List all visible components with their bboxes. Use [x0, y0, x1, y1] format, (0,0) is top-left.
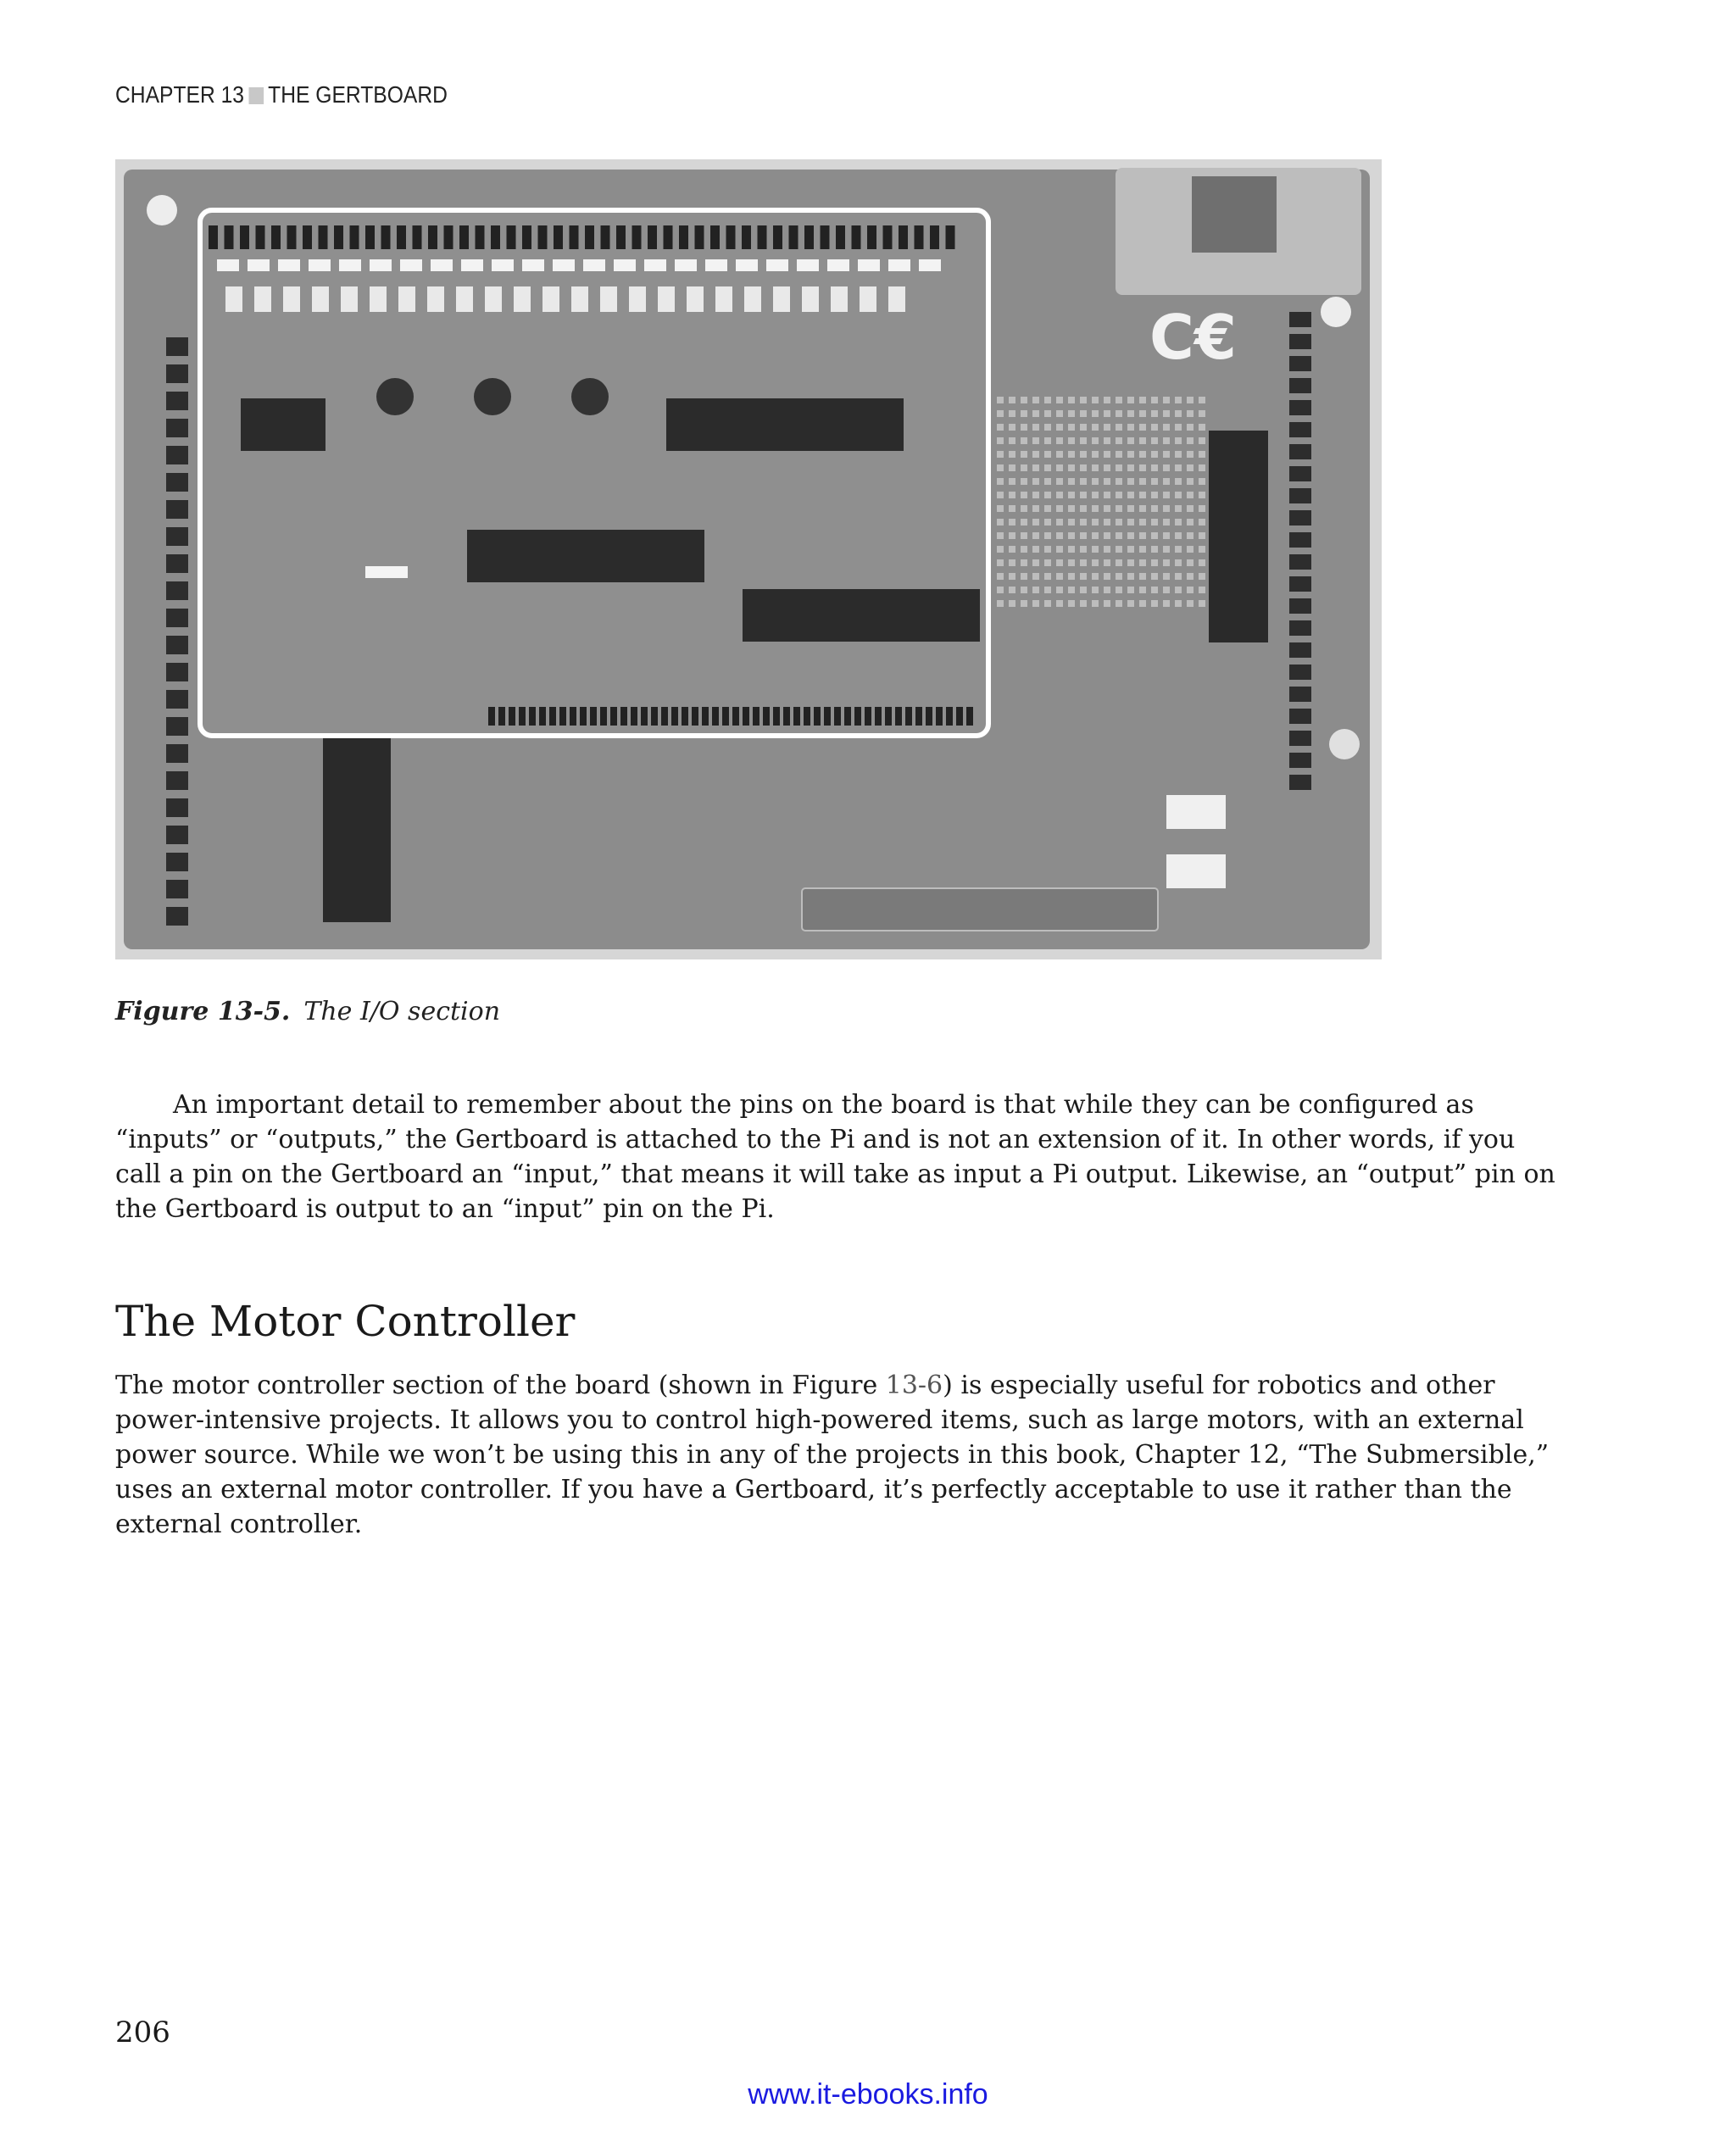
separator-square-icon — [248, 87, 264, 104]
figure-caption — [115, 997, 500, 1026]
chapter-label: CHAPTER 13 — [115, 81, 244, 108]
paragraph-2-text-start: The motor controller section of the board (shown in Figure — [115, 1371, 886, 1400]
gertboard-photo — [115, 159, 1382, 959]
paragraph-2-text-end: ) is especially useful for robotics and other power-intensive projects. It allows you to control high-powered items, such as large motors, with an external power source. While we won’t be using this in any of the projects in this book, Chapter 12, “The Submersible,” uses an external motor controller. If you have a Gertboard, it’s perfectly acceptable to use it rather than the external controller. — [115, 1371, 1550, 1539]
footer-url-link[interactable]: www.it-ebooks.info — [748, 2078, 988, 2110]
chapter-title: THE GERTBOARD — [268, 81, 448, 108]
section-heading: The Motor Controller — [115, 1297, 576, 1346]
page-number: 206 — [115, 2016, 170, 2049]
body-paragraph-2 — [115, 1368, 1556, 1542]
figure-13-6-link[interactable]: 13-6 — [885, 1371, 943, 1400]
figure-number: Figure 13-5. — [115, 997, 291, 1026]
body-paragraph-1: An important detail to remember about the pins on the board is that while they can be configured as “inputs” or “outputs,” the Gertboard is attached to the Pi and is not an extension of it. In other words, if you call a pin on the Gertboard an “input,” that means it will take as input a Pi output. Likewise, an “output” pin on the Gertboard is output to an “input” pin on the Pi. — [115, 1090, 1555, 1224]
figure-caption-text: The I/O section — [303, 997, 501, 1026]
running-head — [115, 81, 448, 108]
svg-text:C€: C€ — [1149, 302, 1237, 373]
